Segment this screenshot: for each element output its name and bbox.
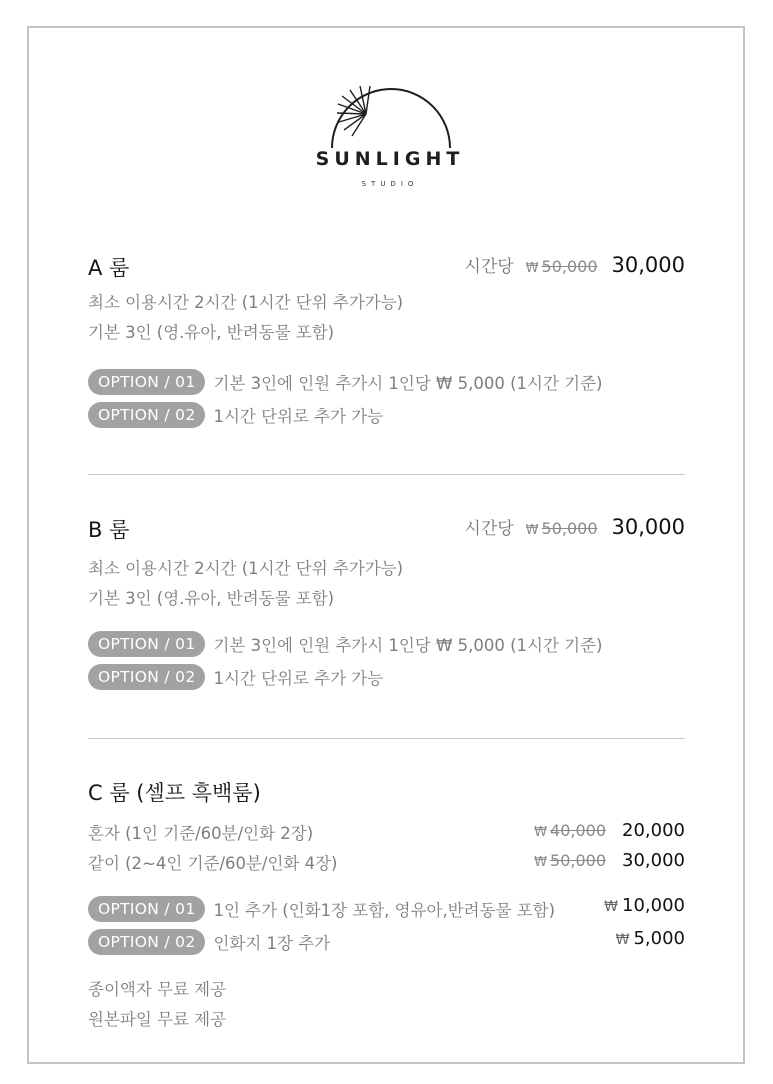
room-c-option-1 [88, 895, 555, 922]
section-divider [88, 738, 685, 739]
sale-price: 20,000 [622, 820, 685, 841]
room-c-solo-price [534, 820, 685, 841]
per-hour-label: 시간당 [464, 519, 514, 539]
option-tag: OPTION / 01 [88, 631, 205, 657]
option-text: 1시간 단위로 추가 가능 [213, 668, 384, 688]
option-text: 인화지 1장 추가 [213, 933, 331, 953]
room-a-desc-2: 기본 3인 (영.유아, 반려동물 포함) [88, 323, 335, 342]
option-text: 기본 3인에 인원 추가시 1인당 ₩ 5,000 (1시간 기준) [213, 373, 603, 393]
sun-arc-icon [290, 76, 490, 156]
room-b-desc-1: 최소 이용시간 2시간 (1시간 단위 추가가능) [88, 559, 404, 578]
option-text: 1시간 단위로 추가 가능 [213, 406, 384, 426]
room-b-option-1 [88, 630, 602, 657]
section-divider [88, 474, 685, 475]
room-a-desc-1: 최소 이용시간 2시간 (1시간 단위 추가가능) [88, 293, 404, 312]
note-original-file: 원본파일 무료 제공 [88, 1010, 227, 1029]
per-hour-label: 시간당 [464, 257, 514, 277]
room-a-option-2 [88, 401, 383, 428]
room-b-option-2 [88, 663, 383, 690]
sale-price: 30,000 [611, 515, 685, 539]
option-tag: OPTION / 02 [88, 664, 205, 690]
sale-price: 30,000 [611, 253, 685, 277]
room-c-group-price [534, 850, 685, 871]
original-price: ₩ 50,000 [534, 851, 607, 870]
room-c-option-2 [88, 928, 330, 955]
room-c-option-1-price: ₩ 10,000 [604, 895, 685, 916]
room-c-option-2-price: ₩ 5,000 [615, 928, 685, 949]
original-price: ₩ 40,000 [534, 821, 607, 840]
option-tag: OPTION / 02 [88, 929, 205, 955]
room-a-option-1 [88, 368, 602, 395]
room-c-solo-text: 혼자 (1인 기준/60분/인화 2장) [88, 824, 314, 843]
room-b-title: B 룸 [88, 518, 130, 542]
option-tag: OPTION / 01 [88, 896, 205, 922]
room-b-desc-2: 기본 3인 (영.유아, 반려동물 포함) [88, 589, 335, 608]
note-paper-frame: 종이액자 무료 제공 [88, 980, 227, 999]
logo-subtitle: STUDIO [361, 180, 419, 188]
option-text: 기본 3인에 인원 추가시 1인당 ₩ 5,000 (1시간 기준) [213, 635, 603, 655]
room-b-price [464, 514, 685, 539]
option-text: 1인 추가 (인화1장 포함, 영유아,반려동물 포함) [213, 900, 556, 920]
room-c-group-text: 같이 (2~4인 기준/60분/인화 4장) [88, 854, 338, 873]
original-price: ₩ 50,000 [525, 257, 598, 276]
room-a-price [464, 252, 685, 277]
logo-wordmark: SUNLIGHT [315, 148, 465, 170]
original-price: ₩ 50,000 [525, 519, 598, 538]
sunlight-logo [290, 76, 490, 196]
room-a-title: A 룸 [88, 256, 130, 280]
sale-price: 30,000 [622, 850, 685, 871]
option-tag: OPTION / 02 [88, 402, 205, 428]
option-tag: OPTION / 01 [88, 369, 205, 395]
room-c-title: C 룸 (셀프 흑백룸) [88, 781, 261, 805]
